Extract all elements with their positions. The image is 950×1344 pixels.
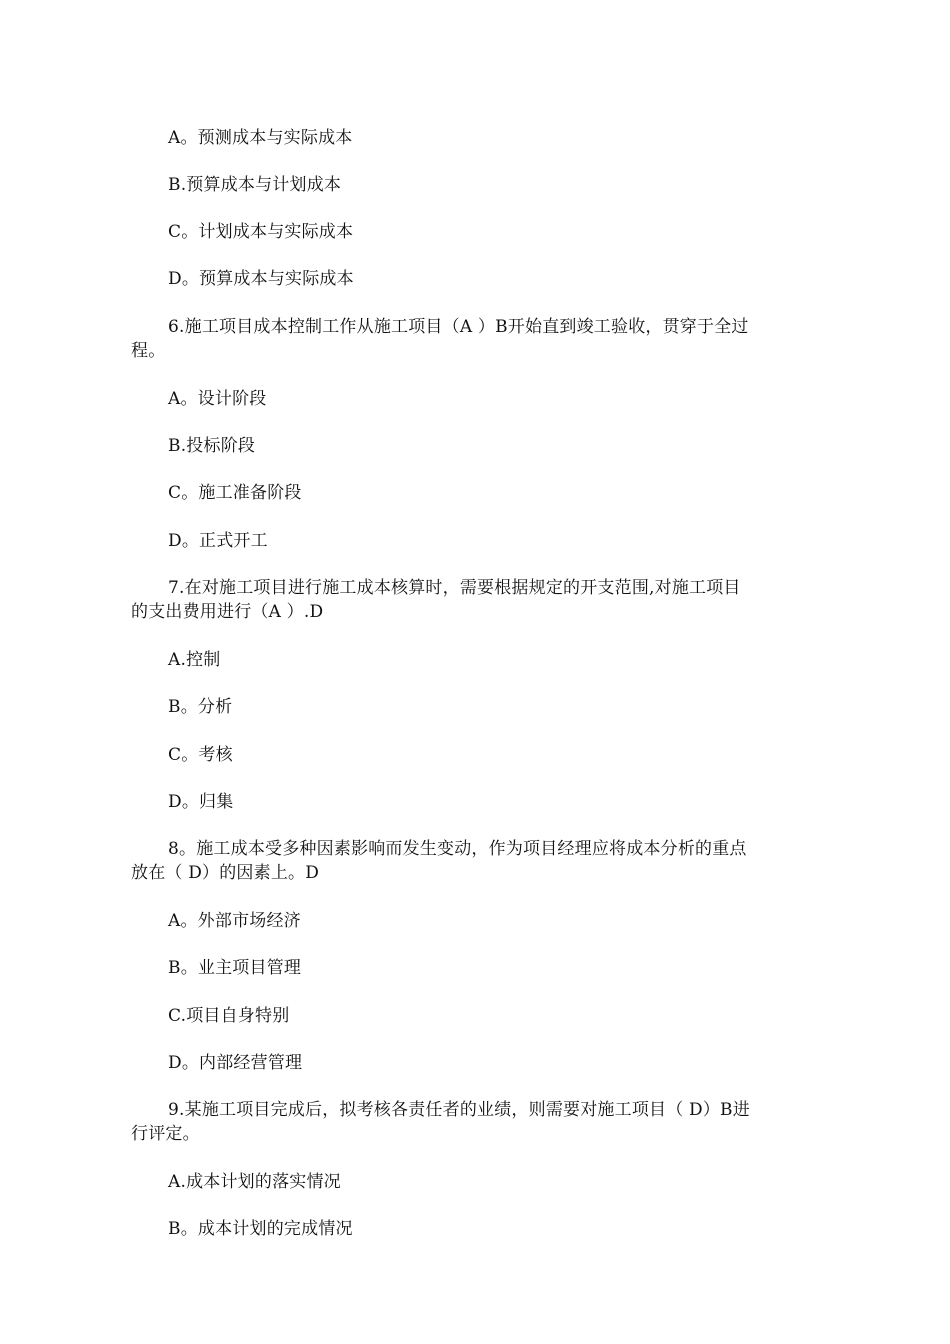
q7-option-c: C。考核: [168, 745, 233, 765]
q5-option-a: A。预测成本与实际成本: [168, 128, 353, 148]
q7-option-a: A.控制: [168, 650, 221, 670]
q9-stem-line2: 行评定。: [131, 1124, 200, 1144]
q7-stem: [131, 576, 821, 624]
q7-stem-line2: 的支出费用进行（A ）.D: [131, 602, 324, 622]
q6-option-c: C。施工准备阶段: [168, 483, 302, 503]
q8-option-b: B。业主项目管理: [168, 958, 302, 978]
q9-option-b: B。成本计划的完成情况: [168, 1219, 353, 1239]
q7-stem-line1: 7.在对施工项目进行施工成本核算时，需要根据规定的开支范围,对施工项目: [168, 578, 741, 598]
q7-option-b: B。分析: [168, 697, 233, 717]
q9-option-a: A.成本计划的落实情况: [168, 1172, 341, 1192]
q8-option-a: A。外部市场经济: [168, 911, 301, 931]
q8-stem: [131, 837, 821, 885]
q8-option-d: D。内部经营管理: [168, 1053, 303, 1073]
q5-option-b: B.预算成本与计划成本: [168, 175, 342, 195]
q9-stem: [131, 1098, 821, 1146]
q5-option-c: C。计划成本与实际成本: [168, 222, 354, 242]
q8-stem-line2: 放在（ D）的因素上。D: [131, 863, 320, 883]
q6-stem: [131, 315, 821, 363]
q6-stem-line2: 程。: [131, 341, 166, 361]
q8-option-c: C.项目自身特别: [168, 1006, 290, 1026]
q7-option-d: D。归集: [168, 792, 234, 812]
q6-option-d: D。正式开工: [168, 531, 268, 551]
q6-option-a: A。设计阶段: [168, 389, 267, 409]
q5-option-d: D。预算成本与实际成本: [168, 269, 354, 289]
q6-stem-line1: 6.施工项目成本控制工作从施工项目（A ）B开始直到竣工验收，贯穿于全过: [168, 317, 749, 337]
q9-stem-line1: 9.某施工项目完成后，拟考核各责任者的业绩，则需要对施工项目（ D）B进: [168, 1100, 750, 1120]
q8-stem-line1: 8。施工成本受多种因素影响而发生变动，作为项目经理应将成本分析的重点: [168, 839, 747, 859]
q6-option-b: B.投标阶段: [168, 436, 256, 456]
